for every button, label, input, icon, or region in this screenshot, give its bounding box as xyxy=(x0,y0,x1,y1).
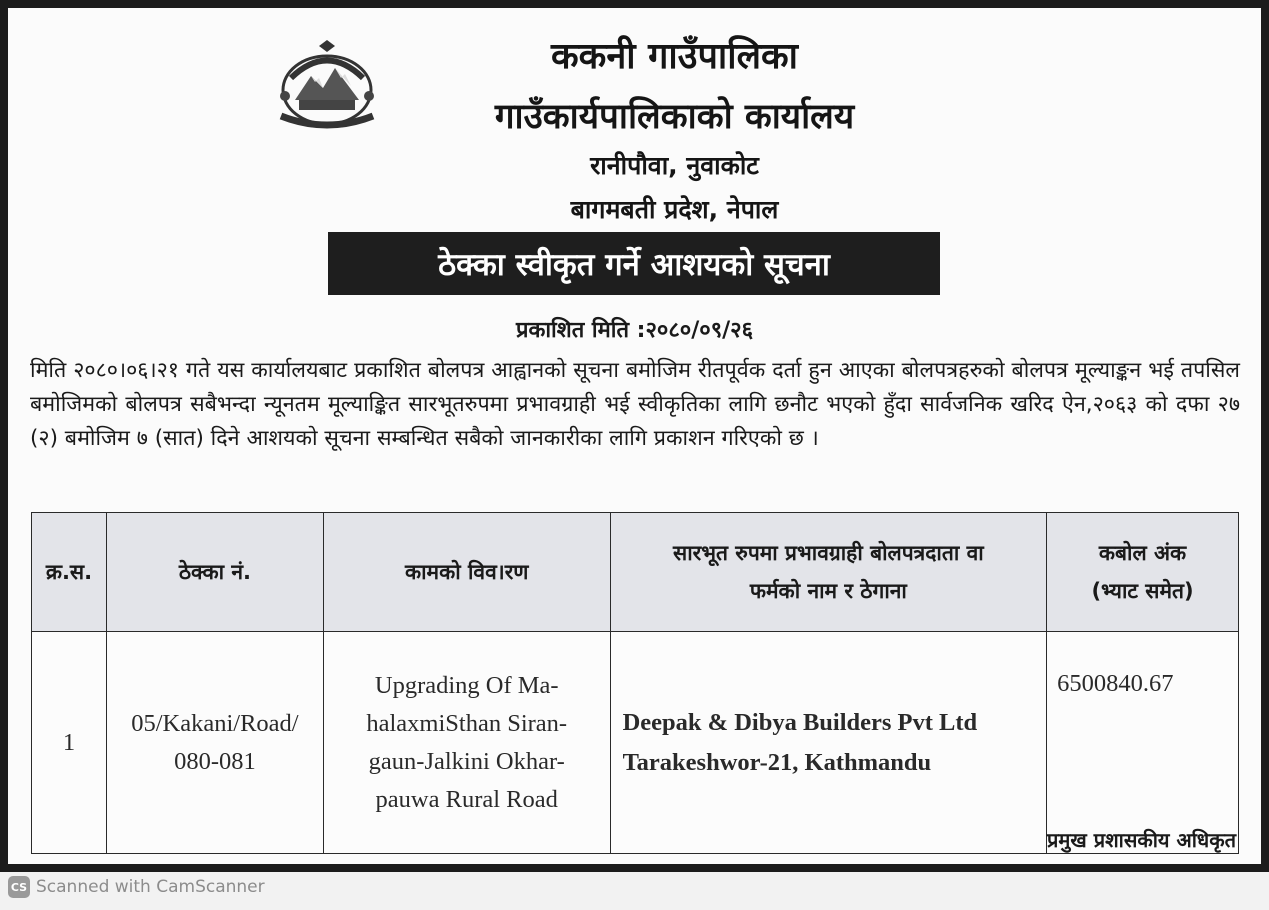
header-contract-no: ठेक्का नं. xyxy=(106,513,323,632)
cell-bidder xyxy=(610,632,1047,854)
cell-description xyxy=(323,632,610,854)
header-serial: क्र.स. xyxy=(32,513,107,632)
header-amount-line1: कबोल अंक xyxy=(1098,541,1187,565)
notice-paper xyxy=(8,8,1261,864)
office-name: गाउँकार्यपालिकाको कार्यालय xyxy=(494,97,855,137)
bidder-address: Tarakeshwor-21, Kathmandu xyxy=(622,748,932,776)
office-address: रानीपौवा, नुवाकोट xyxy=(590,151,759,180)
published-date: प्रकाशित मिति :२०८०/०९/२६ xyxy=(515,318,754,343)
header-bidder-line2: फर्मको नाम र ठेगाना xyxy=(749,579,907,603)
municipality-name: ककनी गाउँपालिका xyxy=(551,36,798,77)
header-amount-line2: (भ्याट समेत) xyxy=(1091,579,1194,603)
scanner-text: Scanned with CamScanner xyxy=(36,877,265,897)
bidder-name: Deepak & Dibya Builders Pvt Ltd xyxy=(622,708,978,736)
contract-no-line1: 05/Kakani/Road/ xyxy=(131,709,299,737)
header-bidder-line1: सारभूत रुपमा प्रभावग्राही बोलपत्रदाता वा xyxy=(673,541,984,565)
signatory-title: प्रमुख प्रशासकीय अधिकृत xyxy=(1047,828,1236,852)
header-amount xyxy=(1047,513,1239,632)
scanner-watermark xyxy=(8,876,265,898)
cell-serial: 1 xyxy=(32,632,107,854)
table-header-row xyxy=(32,513,1239,632)
table-row xyxy=(32,632,1239,854)
description-line4: pauwa Rural Road xyxy=(375,785,558,813)
header-bidder xyxy=(610,513,1047,632)
description-line1: Upgrading Of Ma- xyxy=(374,671,559,699)
description-line3: gaun-Jalkini Okhar- xyxy=(368,747,565,775)
header-description: कामको विव।रण xyxy=(323,513,610,632)
notice-title-banner: ठेक्का स्वीकृत गर्ने आशयको सूचना xyxy=(328,232,940,295)
camscanner-icon: CS xyxy=(8,876,30,898)
contract-no-line2: 080-081 xyxy=(174,747,256,775)
province-country: बागमबती प्रदेश, नेपाल xyxy=(570,195,779,224)
cell-amount: 6500840.67 xyxy=(1047,632,1239,854)
cell-contract-no xyxy=(106,632,323,854)
description-line2: halaxmiSthan Siran- xyxy=(366,709,568,737)
tender-table xyxy=(31,512,1239,854)
notice-paragraph: मिति २०८०।०६।२१ गते यस कार्यालयबाट प्रकाशित बोलपत्र आह्वानको सूचना बमोजिम रीतपूर्वक दर्ता हुन आएका बोलपत्रहरुको बोलपत्र मूल्याङ्कन भई तपसिल बमोजिमको बोलपत्र सबैभन्दा न्यूनतम मूल्याङ्कित सारभूतरुपमा प्रभावग्राही भई स्वीकृतिका लागि छनौट भएको हुँदा सार्वजनिक खरिद ऐन,२०६३ को दफा २७ (२) बमोजिम ७ (सात) दिने आशयको सूचना सम्बन्धित सबैको जानकारीका लागि प्रकाशन गरिएको छ । xyxy=(30,358,1240,451)
